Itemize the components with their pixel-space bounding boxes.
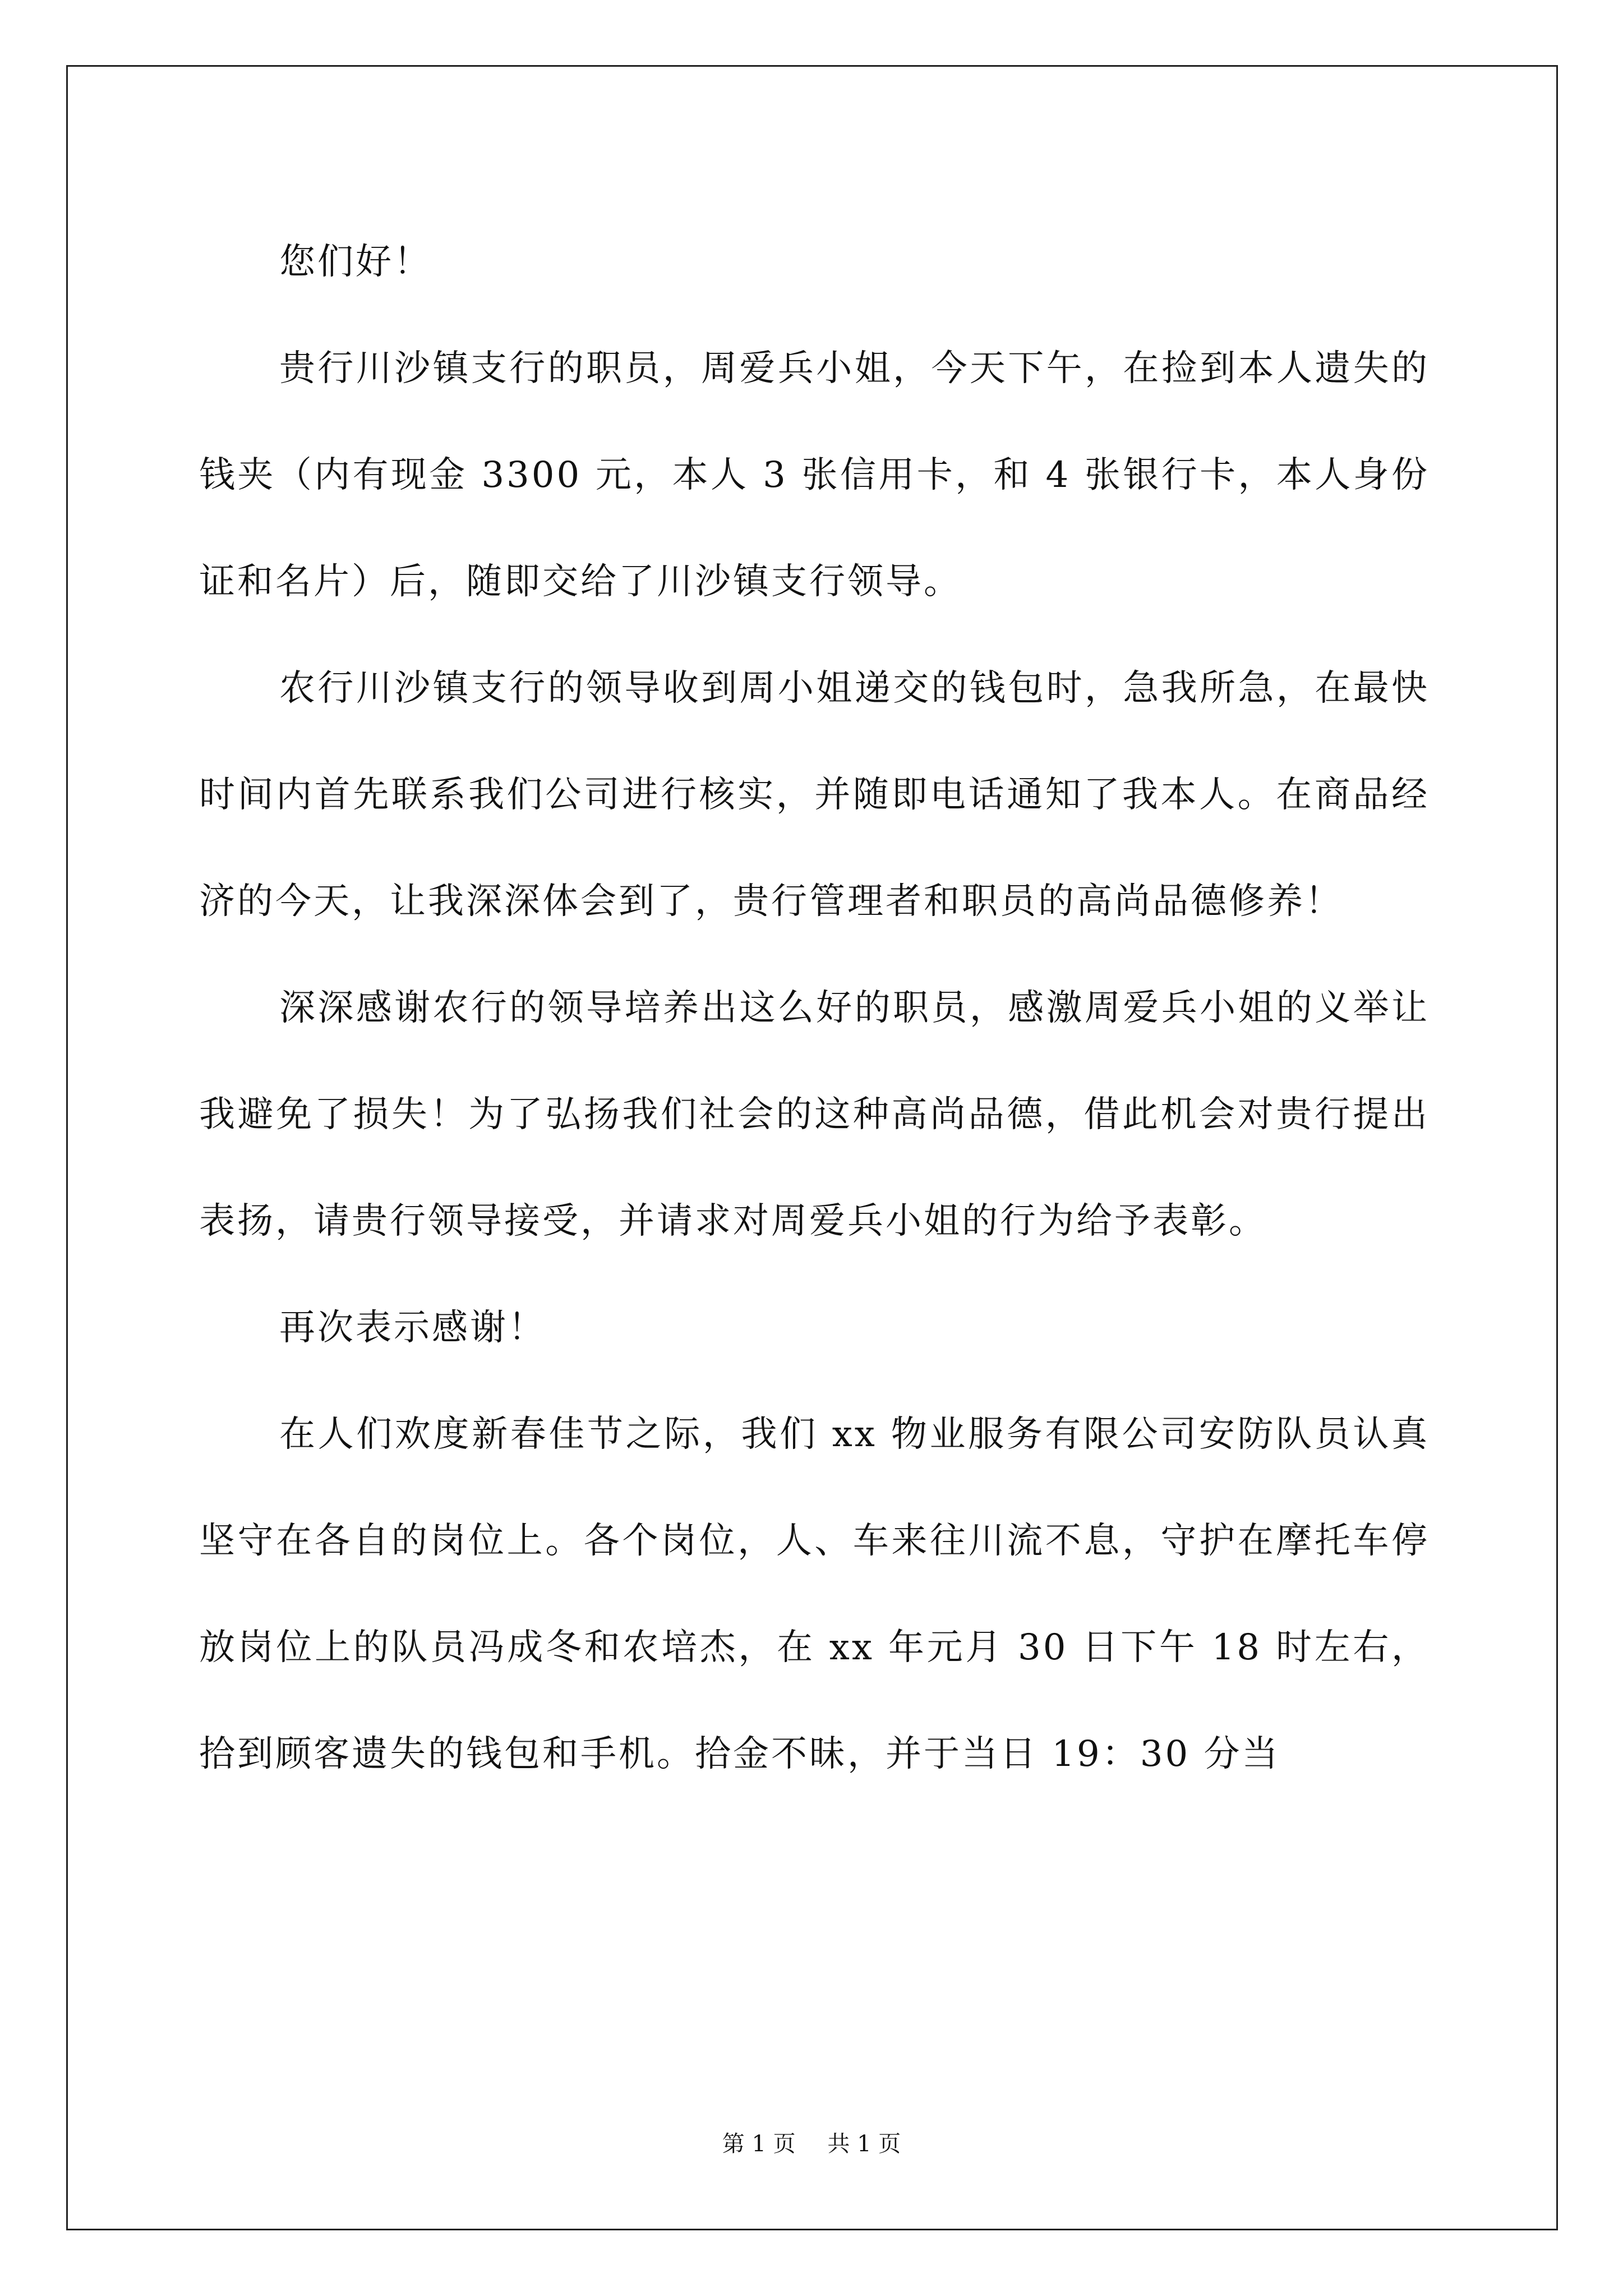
body-paragraph: 农行川沙镇支行的领导收到周小姐递交的钱包时，急我所急，在最快时间内首先联系我们公司进行核实，并随即电话通知了我本人。在商品经济的今天，让我深深体会到了，贵行管理者和职员的高尚品德修养！: [199, 668, 1430, 922]
body-paragraph: 在人们欢度新春佳节之际，我们 xx 物业服务有限公司安防队员认真坚守在各自的岗位上。各个岗位，人、车来往川流不息，守护在摩托车停放岗位上的队员冯成冬和农培杰，在 xx 年元月 30 日下午 18 时左右，拾到顾客遗失的钱包和手机。拾金不昧，并于当日 19：30 分当: [199, 1414, 1430, 1775]
body-paragraph: 贵行川沙镇支行的职员，周爱兵小姐，今天下午，在捡到本人遗失的钱夹（内有现金 3300 元，本人 3 张信用卡，和 4 张银行卡，本人身份证和名片）后，随即交给了川沙镇支行领导。: [199, 348, 1430, 602]
closing-paragraph: 再次表示感谢！: [279, 1307, 546, 1349]
salutation-paragraph: 您们好！: [279, 241, 432, 283]
page-number: 第 1 页: [722, 2131, 796, 2157]
page-total: 共 1 页: [827, 2131, 901, 2157]
body-paragraph: 深深感谢农行的领导培养出这么好的职员，感激周爱兵小姐的义举让我避免了损失！为了弘扬我们社会的这种高尚品德，借此机会对贵行提出表扬，请贵行领导接受，并请求对周爱兵小姐的行为给予表彰。: [199, 987, 1430, 1242]
page-footer: [0, 2126, 1623, 2158]
letter-body: [199, 209, 1430, 1807]
